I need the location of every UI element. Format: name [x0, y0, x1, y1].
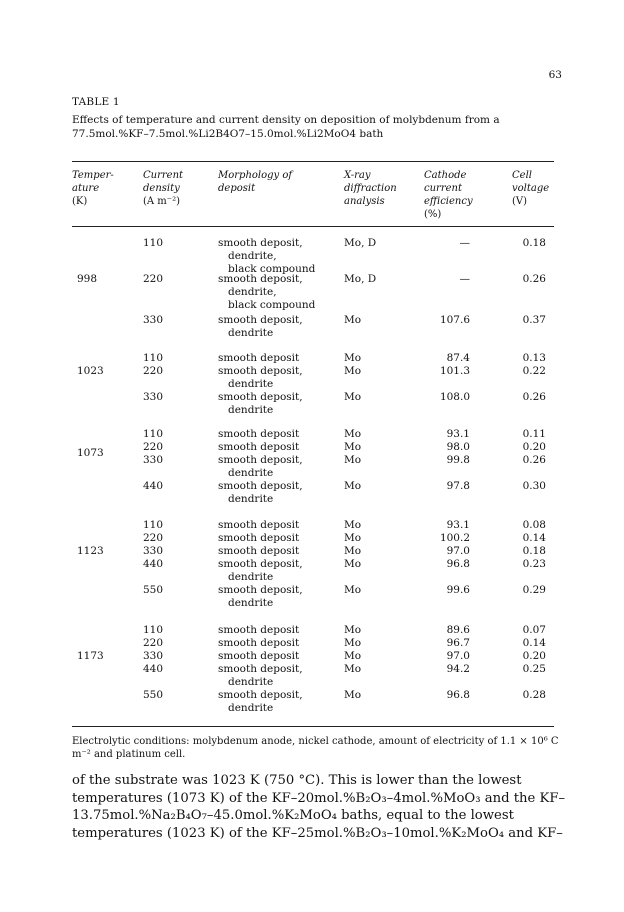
cell-morphology	[218, 545, 348, 558]
morphology-line: smooth deposit,	[218, 237, 303, 249]
cell-xrd: Mo, D	[344, 273, 377, 285]
morphology-line: smooth deposit,	[218, 584, 303, 596]
morphology-line: smooth deposit,	[218, 391, 303, 403]
morphology-line: smooth deposit,	[218, 273, 303, 285]
cell-morphology	[218, 650, 348, 663]
cell-voltage: 0.26	[522, 391, 546, 403]
table-top-rule	[72, 161, 554, 162]
cell-voltage: 0.22	[522, 365, 546, 377]
cell-morphology	[218, 352, 348, 365]
cell-xrd: Mo	[344, 519, 362, 531]
cell-morphology	[218, 314, 348, 340]
cell-xrd: Mo	[344, 428, 362, 440]
cell-xrd: Mo	[344, 689, 362, 701]
cell-current-density: 110	[143, 428, 164, 440]
table-caption: Effects of temperature and current density on deposition of molybdenum from a 77.5mol.%KF–7.5mol.%Li2B4O7–15.0mol.%Li2MoO4 bath	[72, 114, 500, 140]
cell-xrd: Mo	[344, 441, 362, 453]
cell-morphology	[218, 273, 348, 312]
cell-current-density: 330	[143, 391, 164, 403]
cell-current-density: 440	[143, 480, 164, 492]
morphology-line: dendrite	[228, 493, 274, 505]
morphology-line: dendrite	[228, 597, 274, 609]
morphology-line: dendrite	[228, 404, 274, 416]
cell-voltage: 0.28	[522, 689, 546, 701]
cell-efficiency: 99.8	[446, 454, 470, 466]
cell-voltage: 0.18	[522, 237, 546, 249]
morphology-line: smooth deposit,	[218, 663, 303, 675]
cell-morphology	[218, 454, 348, 480]
cell-morphology	[218, 441, 348, 454]
header-morphology: Morphology of deposit	[218, 170, 293, 194]
morphology-line: smooth deposit,	[218, 314, 303, 326]
cell-efficiency: 96.7	[446, 637, 470, 649]
cell-morphology	[218, 689, 348, 715]
cell-current-density: 110	[143, 352, 164, 364]
cell-voltage: 0.29	[522, 584, 546, 596]
morphology-line: dendrite	[228, 702, 274, 714]
cell-current-density: 330	[143, 454, 164, 466]
morphology-line: black compound	[228, 299, 316, 311]
morphology-line: smooth deposit,	[218, 689, 303, 701]
table-label: TABLE 1	[72, 96, 120, 108]
morphology-line: black compound	[228, 263, 316, 275]
morphology-line: smooth deposit,	[218, 454, 303, 466]
table-footnote: Electrolytic conditions: molybdenum anode, nickel cathode, amount of electricity of 1.1 × 10⁶ C m⁻² and platinum cell.	[72, 736, 559, 760]
cell-voltage: 0.25	[522, 663, 546, 675]
cell-morphology	[218, 480, 348, 506]
cell-voltage: 0.11	[522, 428, 546, 440]
cell-xrd: Mo	[344, 391, 362, 403]
cell-current-density: 550	[143, 584, 164, 596]
body-paragraph: of the substrate was 1023 K (750 °C). This is lower than the lowest temperatures (1073 K) of the KF–20mol.%B₂O₃–4mol.%MoO₃ and the KF–13.75mol.%Na₂B₄O₇–45.0mol.%K₂MoO₄ baths, equal to the lowest temperatures (1023 K) of the KF–25mol.%B₂O₃–10mol.%K₂MoO₄ and KF–	[72, 773, 566, 841]
cell-current-density: 220	[143, 441, 164, 453]
cell-efficiency: 87.4	[446, 352, 470, 364]
cell-voltage: 0.30	[522, 480, 546, 492]
cell-current-density: 440	[143, 663, 164, 675]
cell-temperature: 1073	[77, 447, 104, 459]
morphology-line: dendrite	[228, 378, 274, 390]
cell-morphology	[218, 584, 348, 610]
cell-efficiency: 89.6	[446, 624, 470, 636]
morphology-line: dendrite	[228, 467, 274, 479]
morphology-line: smooth deposit	[218, 650, 300, 662]
cell-xrd: Mo	[344, 314, 362, 326]
cell-voltage: 0.20	[522, 650, 546, 662]
cell-efficiency: 107.6	[439, 314, 470, 326]
cell-voltage: 0.07	[522, 624, 546, 636]
cell-xrd: Mo	[344, 584, 362, 596]
cell-morphology	[218, 624, 348, 637]
cell-voltage: 0.13	[522, 352, 546, 364]
cell-xrd: Mo	[344, 480, 362, 492]
cell-efficiency: 108.0	[439, 391, 470, 403]
cell-current-density: 110	[143, 237, 164, 249]
cell-morphology	[218, 519, 348, 532]
cell-xrd: Mo	[344, 365, 362, 377]
header-temperature: Temper- ature (K)	[72, 170, 114, 207]
cell-xrd: Mo	[344, 352, 362, 364]
morphology-line: smooth deposit	[218, 352, 300, 364]
morphology-line: dendrite	[228, 327, 274, 339]
morphology-line: dendrite	[228, 571, 274, 583]
cell-voltage: 0.14	[522, 532, 546, 544]
cell-current-density: 330	[143, 650, 164, 662]
table-header-rule	[72, 226, 554, 227]
cell-efficiency: 93.1	[446, 428, 470, 440]
cell-xrd: Mo	[344, 663, 362, 675]
cell-morphology	[218, 365, 348, 391]
cell-efficiency: 99.6	[446, 584, 470, 596]
cell-morphology	[218, 558, 348, 584]
cell-xrd: Mo, D	[344, 237, 377, 249]
cell-morphology	[218, 391, 348, 417]
cell-efficiency: 100.2	[439, 532, 470, 544]
cell-current-density: 330	[143, 545, 164, 557]
morphology-line: smooth deposit	[218, 441, 300, 453]
cell-voltage: 0.18	[522, 545, 546, 557]
cell-efficiency: 96.8	[446, 558, 470, 570]
morphology-line: dendrite,	[228, 250, 277, 262]
cell-voltage: 0.26	[522, 273, 546, 285]
cell-xrd: Mo	[344, 454, 362, 466]
cell-temperature: 1123	[77, 545, 104, 557]
header-current-density: Current density (A m⁻²)	[143, 170, 184, 207]
morphology-line: dendrite	[228, 676, 274, 688]
cell-efficiency: 97.0	[446, 545, 470, 557]
cell-efficiency: 97.8	[446, 480, 470, 492]
morphology-line: smooth deposit	[218, 532, 300, 544]
cell-xrd: Mo	[344, 558, 362, 570]
cell-current-density: 550	[143, 689, 164, 701]
cell-efficiency: 96.8	[446, 689, 470, 701]
cell-efficiency: —	[459, 237, 470, 249]
cell-temperature: 998	[77, 273, 98, 285]
cell-current-density: 220	[143, 273, 164, 285]
cell-xrd: Mo	[344, 624, 362, 636]
cell-morphology	[218, 637, 348, 650]
cell-xrd: Mo	[344, 650, 362, 662]
cell-efficiency: 97.0	[446, 650, 470, 662]
cell-morphology	[218, 663, 348, 689]
cell-current-density: 220	[143, 365, 164, 377]
morphology-line: smooth deposit,	[218, 480, 303, 492]
table-bottom-rule	[72, 726, 554, 727]
cell-current-density: 110	[143, 624, 164, 636]
cell-xrd: Mo	[344, 545, 362, 557]
cell-xrd: Mo	[344, 637, 362, 649]
cell-morphology	[218, 428, 348, 441]
cell-efficiency: 98.0	[446, 441, 470, 453]
morphology-line: smooth deposit	[218, 519, 300, 531]
cell-current-density: 220	[143, 532, 164, 544]
morphology-line: dendrite,	[228, 286, 277, 298]
morphology-line: smooth deposit,	[218, 365, 303, 377]
header-voltage: Cell voltage (V)	[512, 170, 550, 207]
morphology-line: smooth deposit	[218, 637, 300, 649]
cell-temperature: 1023	[77, 365, 104, 377]
page-number: 63	[548, 69, 562, 81]
cell-xrd: Mo	[344, 532, 362, 544]
cell-current-density: 110	[143, 519, 164, 531]
cell-current-density: 330	[143, 314, 164, 326]
cell-efficiency: —	[459, 273, 470, 285]
cell-morphology	[218, 237, 348, 276]
cell-voltage: 0.26	[522, 454, 546, 466]
header-efficiency: Cathode current efficiency (%)	[424, 170, 473, 220]
cell-voltage: 0.37	[522, 314, 546, 326]
cell-temperature: 1173	[77, 650, 104, 662]
morphology-line: smooth deposit	[218, 624, 300, 636]
cell-voltage: 0.23	[522, 558, 546, 570]
morphology-line: smooth deposit	[218, 428, 300, 440]
cell-efficiency: 101.3	[439, 365, 470, 377]
cell-efficiency: 94.2	[446, 663, 470, 675]
cell-voltage: 0.08	[522, 519, 546, 531]
morphology-line: smooth deposit	[218, 545, 300, 557]
cell-voltage: 0.20	[522, 441, 546, 453]
header-xrd: X-ray diffraction analysis	[344, 170, 397, 207]
cell-current-density: 440	[143, 558, 164, 570]
cell-efficiency: 93.1	[446, 519, 470, 531]
cell-voltage: 0.14	[522, 637, 546, 649]
morphology-line: smooth deposit,	[218, 558, 303, 570]
cell-current-density: 220	[143, 637, 164, 649]
cell-morphology	[218, 532, 348, 545]
